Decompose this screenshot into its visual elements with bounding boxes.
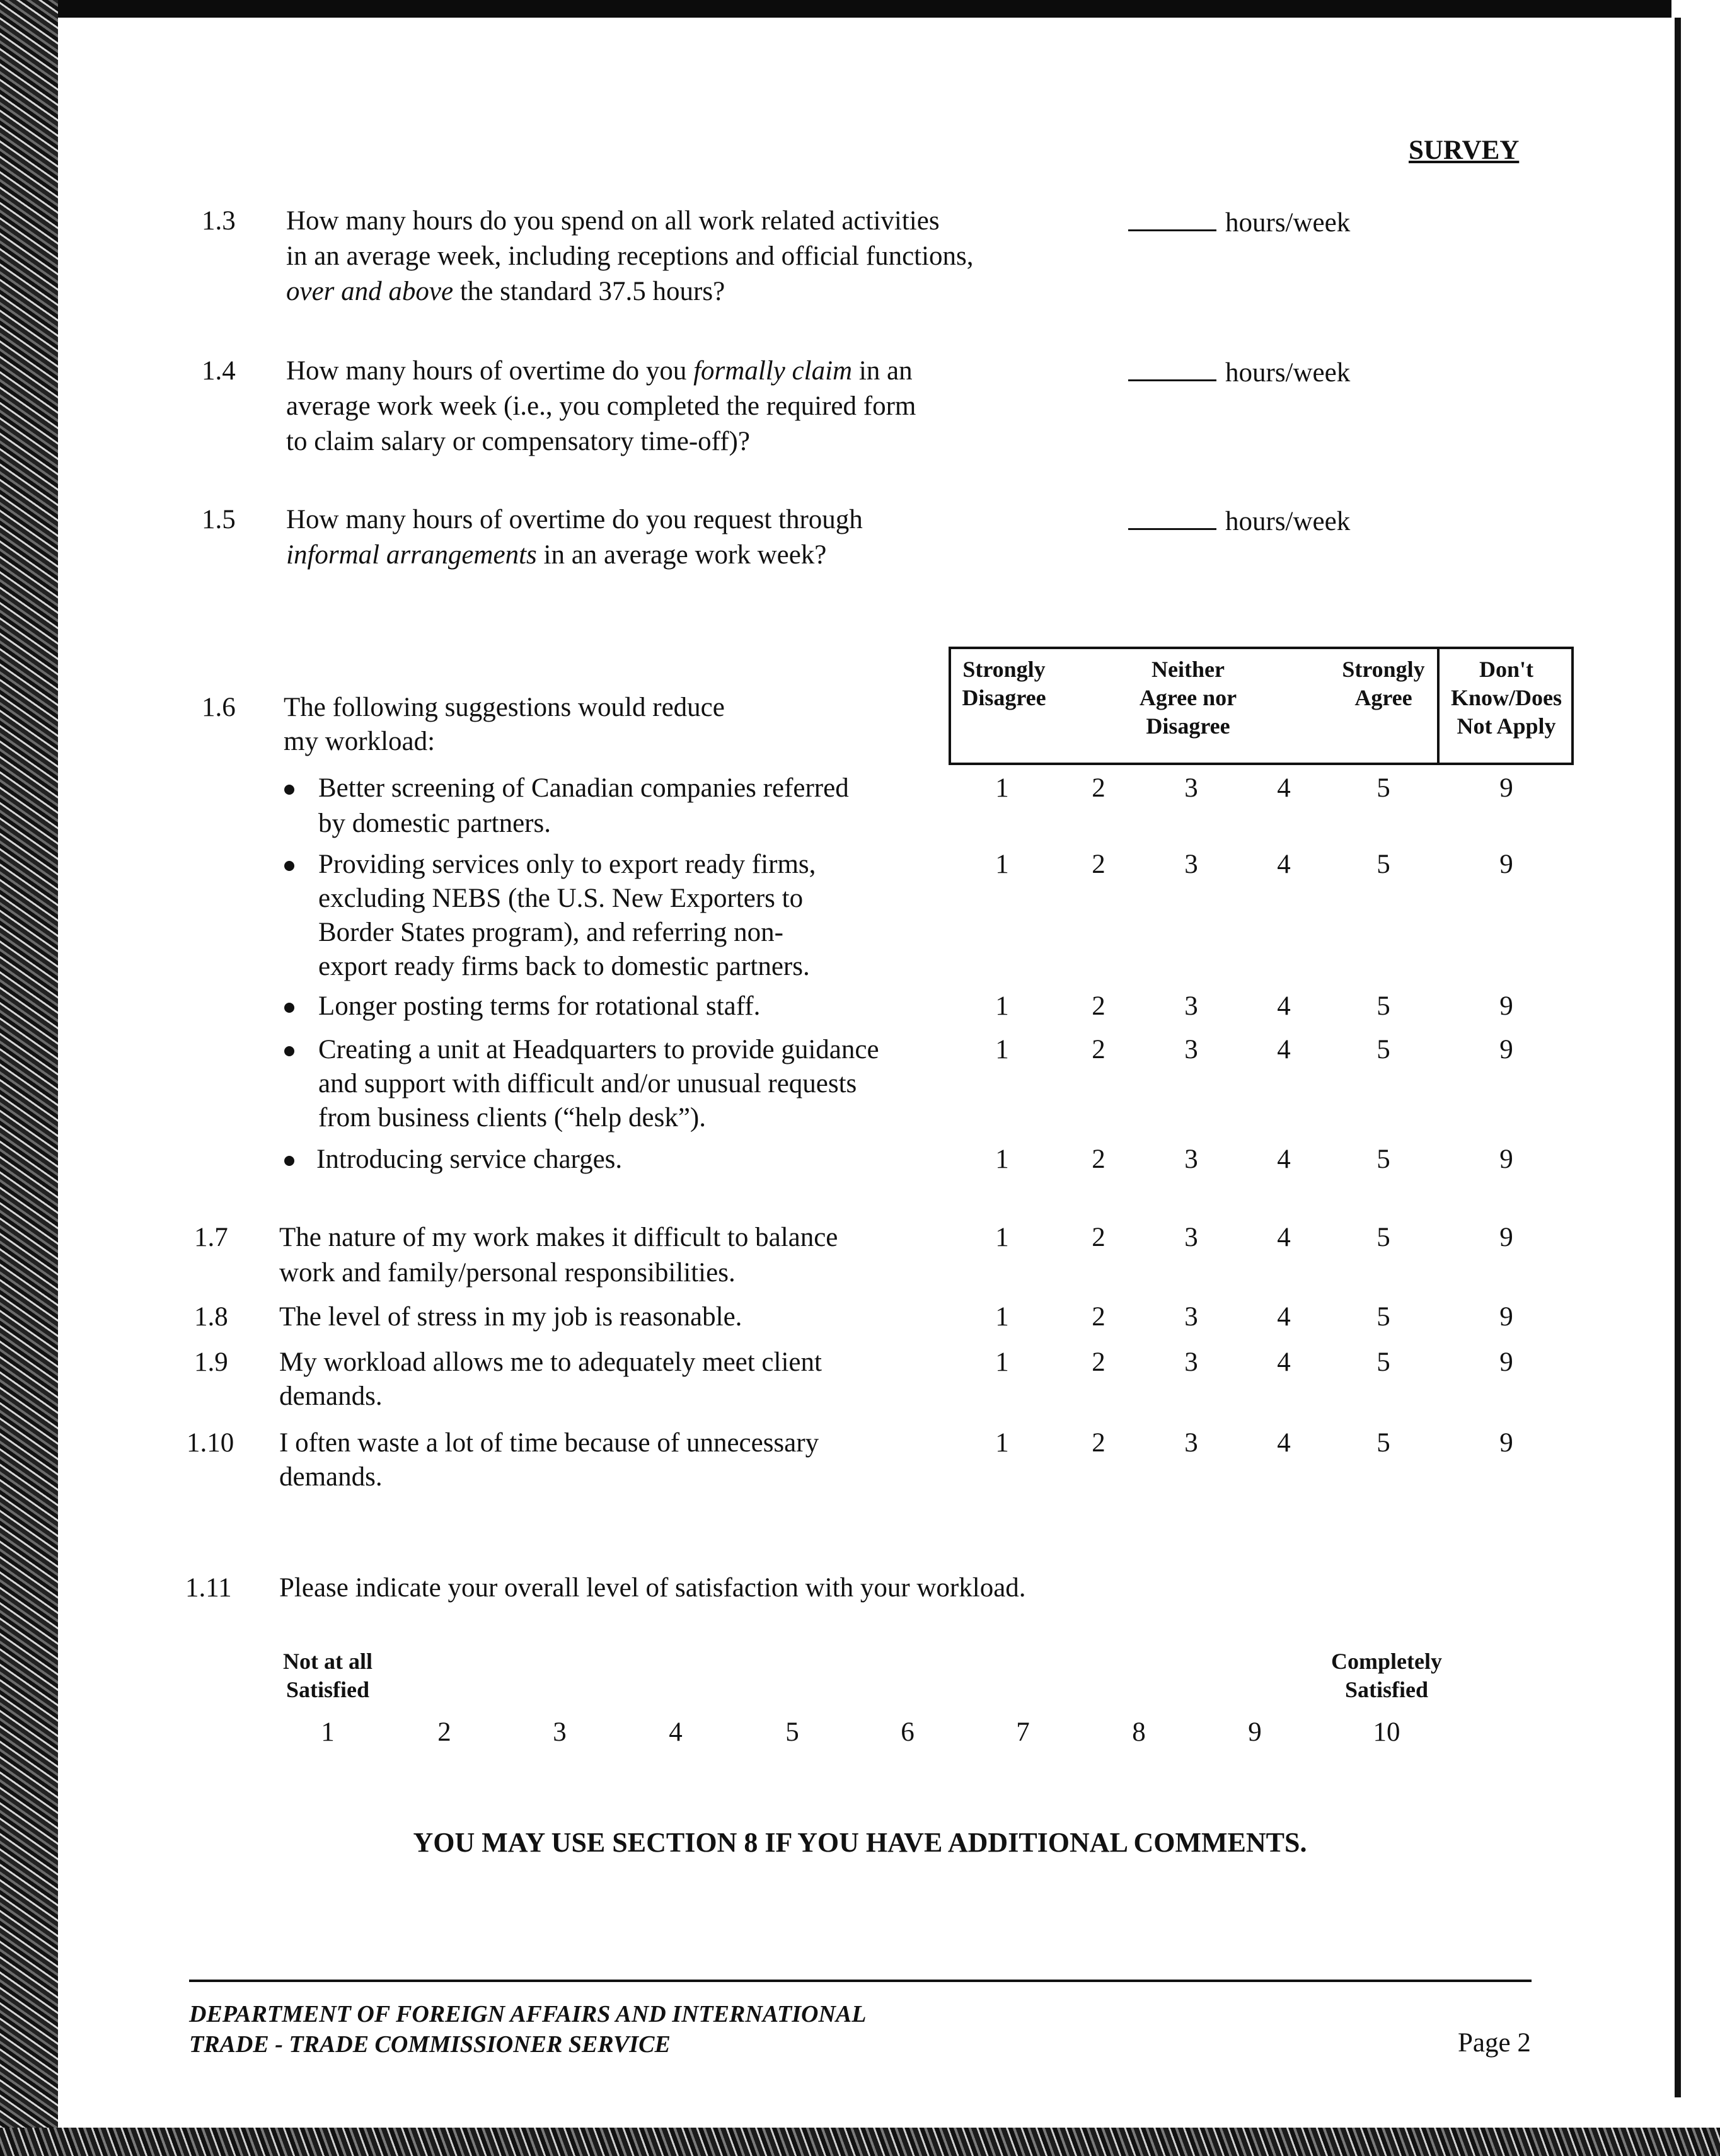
scale-high-label: [1320, 1647, 1453, 1704]
question-number: 1.4: [202, 356, 236, 386]
satisfaction-option[interactable]: 7: [1016, 1717, 1030, 1747]
emphasis-text: informal arrangements: [286, 540, 537, 570]
rating-option[interactable]: 5: [1377, 1035, 1390, 1064]
bullet-icon: [284, 1156, 294, 1166]
header-line: Strongly: [1342, 657, 1425, 682]
rating-option[interactable]: 4: [1277, 1302, 1291, 1332]
rating-option[interactable]: 5: [1377, 1347, 1390, 1377]
question-number: 1.5: [202, 505, 236, 534]
rating-option[interactable]: 9: [1499, 850, 1513, 879]
header-line: Agree: [1354, 685, 1412, 710]
question-number: 1.7: [194, 1223, 228, 1252]
page-number: Page 2: [1458, 2028, 1531, 2058]
item-text-line: excluding NEBS (the U.S. New Exporters to: [318, 884, 804, 913]
rating-option[interactable]: 2: [1092, 1223, 1105, 1252]
question-text-line: average work week (i.e., you completed the required form: [286, 391, 916, 421]
rating-option[interactable]: 9: [1499, 1035, 1513, 1064]
header-strongly-agree: [1327, 655, 1440, 712]
answer-blank[interactable]: [1128, 204, 1216, 231]
footer-department: TRADE - TRADE COMMISSIONER SERVICE: [189, 2031, 671, 2058]
rating-option[interactable]: 3: [1184, 1035, 1198, 1064]
rating-option[interactable]: 2: [1092, 1347, 1105, 1377]
rating-option[interactable]: 3: [1184, 1347, 1198, 1377]
question-text-line: [286, 538, 826, 572]
footer-department: DEPARTMENT OF FOREIGN AFFAIRS AND INTERNATIONAL: [189, 2001, 867, 2027]
hours-answer-field[interactable]: [1128, 204, 1350, 240]
item-text-line: Introducing service charges.: [316, 1144, 623, 1174]
label-line: Not at all: [283, 1649, 372, 1674]
question-text-post: in an: [852, 356, 913, 386]
question-text-rest: in an average work week?: [536, 540, 827, 570]
satisfaction-option[interactable]: 2: [437, 1717, 451, 1747]
emphasis-text: over and above: [286, 277, 454, 306]
scan-right-edge: [1675, 18, 1681, 2097]
rating-option[interactable]: 1: [995, 1302, 1009, 1332]
item-text-line: Better screening of Canadian companies referred: [318, 773, 849, 803]
satisfaction-option[interactable]: 1: [321, 1717, 335, 1747]
question-text-line: to claim salary or compensatory time-off)?: [286, 427, 750, 456]
question-text-line: How many hours do you spend on all work related activities: [286, 206, 940, 236]
header-neither: [1116, 655, 1261, 741]
rating-option[interactable]: 5: [1377, 1302, 1390, 1332]
rating-option[interactable]: 3: [1184, 1428, 1198, 1458]
rating-option[interactable]: 1: [995, 1144, 1009, 1174]
answer-blank[interactable]: [1128, 354, 1216, 381]
rating-option[interactable]: 5: [1377, 850, 1390, 879]
rating-option[interactable]: 1: [995, 991, 1009, 1021]
answer-blank[interactable]: [1128, 503, 1216, 530]
rating-option[interactable]: 4: [1277, 991, 1291, 1021]
rating-option[interactable]: 3: [1184, 1144, 1198, 1174]
item-text-line: Providing services only to export ready firms,: [318, 850, 816, 879]
rating-option[interactable]: 9: [1499, 1144, 1513, 1174]
header-line: Disagree: [962, 685, 1046, 710]
header-line: Don't: [1479, 657, 1533, 682]
rating-option[interactable]: 2: [1092, 1428, 1105, 1458]
bullet-icon: [284, 1046, 294, 1056]
satisfaction-option[interactable]: 6: [901, 1717, 915, 1747]
header-line: Know/Does: [1450, 685, 1562, 710]
unit-label: hours/week: [1225, 208, 1351, 238]
label-line: Satisfied: [286, 1677, 369, 1702]
header-line: Agree nor: [1139, 685, 1237, 710]
question-text-line: Please indicate your overall level of satisfaction with your workload.: [279, 1573, 1026, 1603]
question-text-pre: How many hours of overtime do you: [286, 356, 694, 386]
header-line: Not Apply: [1457, 713, 1556, 739]
question-text-line: demands.: [279, 1381, 383, 1411]
satisfaction-option[interactable]: 10: [1373, 1717, 1400, 1747]
rating-option[interactable]: 3: [1184, 773, 1198, 803]
rating-option[interactable]: 2: [1092, 773, 1105, 803]
rating-option[interactable]: 3: [1184, 850, 1198, 879]
question-text-line: I often waste a lot of time because of unnecessary: [279, 1428, 819, 1458]
item-text-line: and support with difficult and/or unusual requests: [318, 1069, 857, 1098]
rating-option[interactable]: 3: [1184, 1302, 1198, 1332]
item-text-line: export ready firms back to domestic partners.: [318, 952, 810, 981]
rating-option[interactable]: 4: [1277, 1223, 1291, 1252]
rating-option[interactable]: 4: [1277, 1035, 1291, 1064]
rating-option[interactable]: 9: [1499, 1428, 1513, 1458]
scan-bottom-edge: [0, 2128, 1720, 2156]
rating-option[interactable]: 9: [1499, 1347, 1513, 1377]
hours-answer-field[interactable]: [1128, 354, 1350, 390]
rating-option[interactable]: 5: [1377, 991, 1390, 1021]
question-number: 1.8: [194, 1302, 228, 1332]
rating-option[interactable]: 1: [995, 1035, 1009, 1064]
question-text-line: The nature of my work makes it difficult to balance: [279, 1223, 838, 1252]
header-dont-know: [1440, 655, 1573, 741]
rating-option[interactable]: 5: [1377, 1223, 1390, 1252]
rating-option[interactable]: 1: [995, 1223, 1009, 1252]
question-text-line: [286, 354, 913, 388]
rating-option[interactable]: 4: [1277, 1144, 1291, 1174]
header-line: Strongly: [962, 657, 1046, 682]
label-line: Satisfied: [1344, 1677, 1428, 1702]
rating-option[interactable]: 9: [1499, 1302, 1513, 1332]
item-text-line: Border States program), and referring non-: [318, 918, 783, 947]
question-text-line: work and family/personal responsibilities.: [279, 1258, 736, 1288]
satisfaction-option[interactable]: 3: [553, 1717, 567, 1747]
footer-rule: [189, 1980, 1532, 1982]
satisfaction-option[interactable]: 4: [669, 1717, 683, 1747]
bullet-icon: [284, 785, 294, 795]
question-number: 1.10: [187, 1428, 234, 1458]
rating-option[interactable]: 3: [1184, 1223, 1198, 1252]
header-strongly-disagree: [950, 655, 1058, 712]
rating-option[interactable]: 1: [995, 1347, 1009, 1377]
satisfaction-option[interactable]: 8: [1132, 1717, 1146, 1747]
additional-comments-note: YOU MAY USE SECTION 8 IF YOU HAVE ADDITIONAL COMMENTS.: [413, 1827, 1307, 1858]
item-text-line: from business clients (“help desk”).: [318, 1103, 706, 1133]
scale-low-label: [265, 1647, 391, 1704]
page-title: SURVEY: [1409, 135, 1520, 165]
scan-top-edge: [0, 0, 1720, 18]
question-text-line: demands.: [279, 1462, 383, 1492]
rating-option[interactable]: 2: [1092, 850, 1105, 879]
emphasis-text: formally claim: [693, 356, 853, 386]
rating-option[interactable]: 1: [995, 1428, 1009, 1458]
satisfaction-option[interactable]: 9: [1248, 1717, 1262, 1747]
question-text-line: The level of stress in my job is reasonable.: [279, 1302, 742, 1332]
question-text-line: My workload allows me to adequately meet client: [279, 1347, 822, 1377]
question-number: 1.3: [202, 206, 236, 236]
bullet-icon: [284, 1003, 294, 1013]
rating-option[interactable]: 4: [1277, 773, 1291, 803]
rating-option[interactable]: 1: [995, 850, 1009, 879]
header-line: Neither: [1151, 657, 1225, 682]
question-text-line: in an average week, including receptions and official functions,: [286, 241, 974, 271]
unit-label: hours/week: [1225, 507, 1351, 536]
label-line: Completely: [1331, 1649, 1442, 1674]
satisfaction-option[interactable]: 5: [785, 1717, 799, 1747]
rating-option[interactable]: 2: [1092, 1302, 1105, 1332]
rating-option[interactable]: 2: [1092, 1144, 1105, 1174]
rating-option[interactable]: 9: [1499, 773, 1513, 803]
rating-option[interactable]: 3: [1184, 991, 1198, 1021]
hours-answer-field[interactable]: [1128, 503, 1350, 539]
unit-label: hours/week: [1225, 358, 1351, 388]
bullet-icon: [284, 861, 294, 871]
rating-option[interactable]: 2: [1092, 1035, 1105, 1064]
rating-option[interactable]: 9: [1499, 1223, 1513, 1252]
header-line: Disagree: [1146, 713, 1230, 739]
rating-option[interactable]: 4: [1277, 1347, 1291, 1377]
rating-option[interactable]: 4: [1277, 850, 1291, 879]
rating-option[interactable]: 5: [1377, 1428, 1390, 1458]
question-text-rest: the standard 37.5 hours?: [453, 277, 725, 306]
item-text-line: Longer posting terms for rotational staff.: [318, 991, 761, 1021]
question-number: 1.9: [194, 1347, 228, 1377]
question-text-line: [286, 275, 725, 309]
question-number: 1.11: [185, 1573, 232, 1603]
question-text-line: my workload:: [284, 727, 436, 756]
rating-option[interactable]: 4: [1277, 1428, 1291, 1458]
item-text-line: Creating a unit at Headquarters to provide guidance: [318, 1035, 879, 1064]
question-text-line: The following suggestions would reduce: [284, 693, 725, 722]
question-text-line: How many hours of overtime do you request through: [286, 505, 863, 534]
rating-option[interactable]: 1: [995, 773, 1009, 803]
question-number: 1.6: [202, 693, 236, 722]
item-text-line: by domestic partners.: [318, 809, 551, 838]
rating-option[interactable]: 5: [1377, 1144, 1390, 1174]
rating-option[interactable]: 9: [1499, 991, 1513, 1021]
rating-option[interactable]: 2: [1092, 991, 1105, 1021]
rating-option[interactable]: 5: [1377, 773, 1390, 803]
